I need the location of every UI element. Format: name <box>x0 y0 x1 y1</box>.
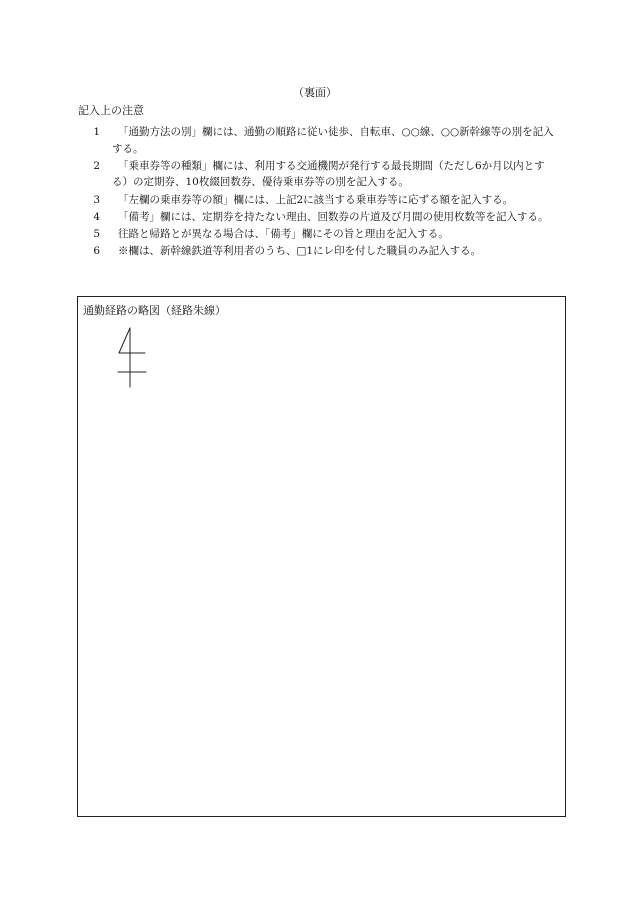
note-text: 「左欄の乗車券等の額」欄には、上記2に該当する乗車券等に応ずる額を記入する。 <box>118 193 514 206</box>
note-text: 「通勤方法の別」欄には、通勤の順路に従い徒歩、自転車、○○線、○○新幹線等の別を記入する。 <box>112 126 554 155</box>
note-item <box>78 158 558 191</box>
note-number: 1 <box>93 126 100 138</box>
route-sketch-title: 通勤経路の略図（経路朱線） <box>83 304 226 317</box>
note-item <box>78 226 558 243</box>
note-item <box>78 124 558 157</box>
page-side-label: （裏面） <box>293 86 337 99</box>
note-number: 3 <box>93 193 100 206</box>
note-number: 2 <box>93 159 100 172</box>
notes-list <box>78 124 558 260</box>
note-number: 6 <box>93 245 100 258</box>
north-arrow-icon <box>116 326 148 388</box>
note-number: 4 <box>93 210 100 223</box>
note-item <box>78 209 558 226</box>
note-number: 5 <box>93 227 100 240</box>
note-text: ※欄は、新幹線鉄道等利用者のうち、□1にレ印を付した職員のみ記入する。 <box>118 245 482 258</box>
route-sketch-box[interactable] <box>77 296 566 817</box>
note-item <box>78 192 558 209</box>
note-text: 往路と帰路とが異なる場合は、「備考」欄にその旨と理由を記入する。 <box>118 227 449 240</box>
note-text: 「乗車券等の種類」欄には、利用する交通機関が発行する最長期間（ただし6か月以内とする）の定期券、10枚綴回数券、優待乗車券等の別を記入する。 <box>112 159 545 189</box>
note-text: 「備考」欄には、定期券を持たない理由、回数券の片道及び月間の使用枚数等を記入する。 <box>118 210 549 223</box>
note-item <box>78 243 558 260</box>
notes-title: 記入上の注意 <box>78 104 144 117</box>
